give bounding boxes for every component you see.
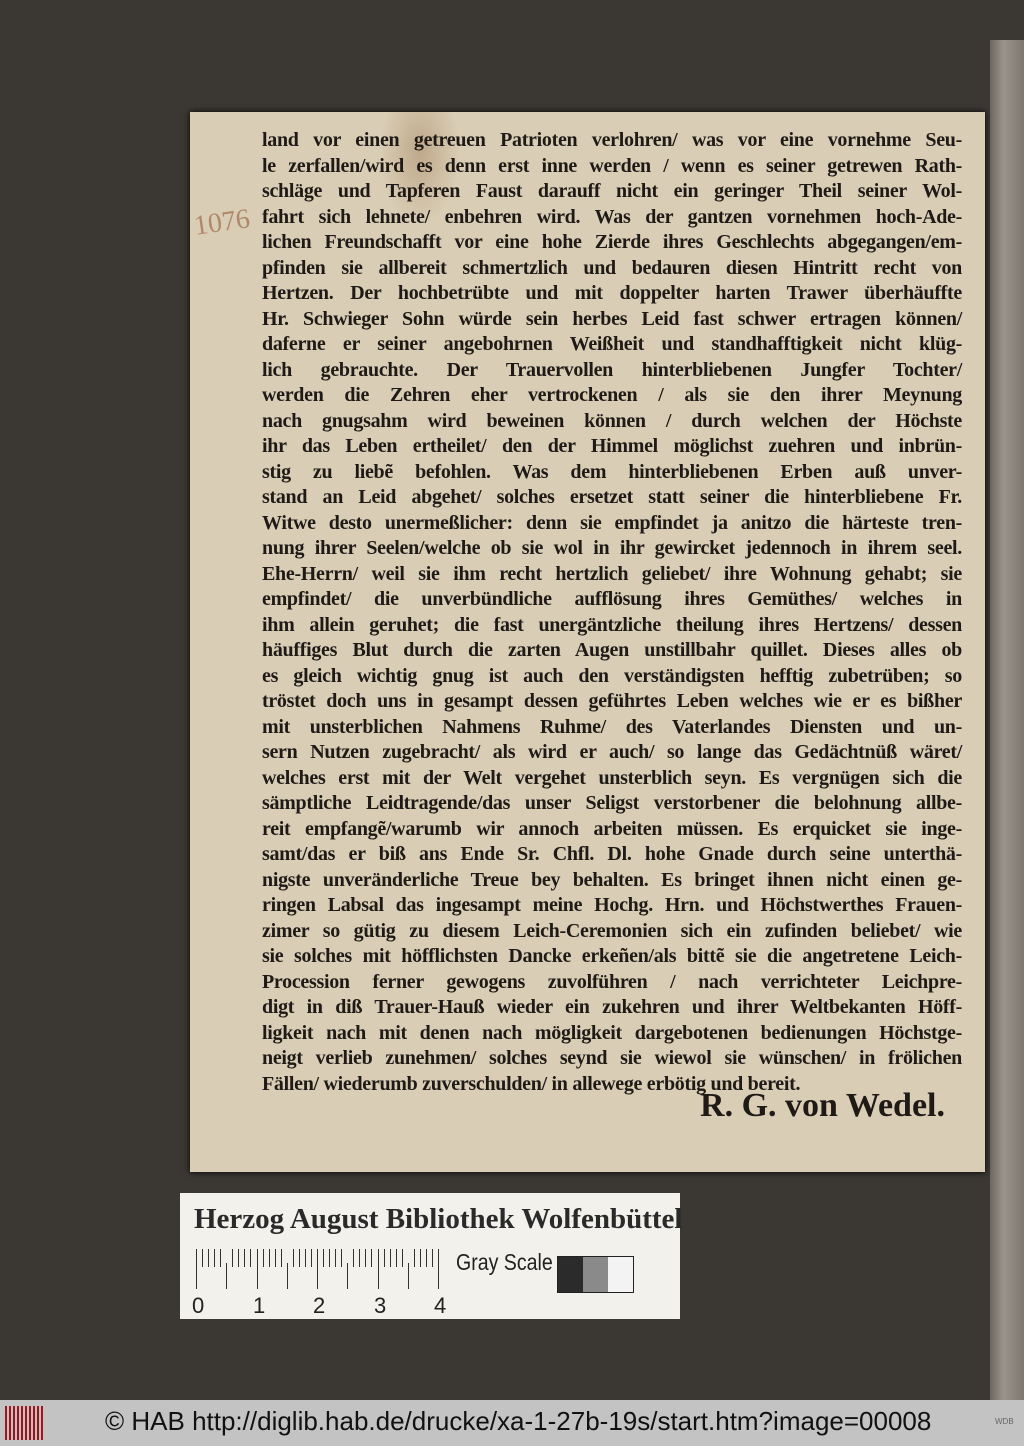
ruler-tick [208, 1249, 209, 1267]
text-line: reit empfangẽ/warumb wir annoch arbeiten müssen. Es erquicket sie inge- [262, 817, 962, 840]
gray-scale-swatches [557, 1256, 634, 1293]
text-line: lichen Freundschafft vor eine hohe Zierde ihres Geschlechts abgegangen/em- [262, 231, 962, 253]
ruler-tick [371, 1249, 372, 1267]
ruler-tick [238, 1249, 239, 1267]
text-line: lich gebrauchte. Der Trauervollen hinterbliebenen Jungfer Tochter/ [262, 358, 962, 381]
ruler-tick [257, 1249, 258, 1289]
text-line: welches erst mit der Welt vergehet unsterblich seyn. Es vergnügen sich die [262, 766, 962, 789]
text-line: tröstet doch uns in gesampt dessen geführtes Leben welches wie er es bißher [262, 690, 962, 712]
text-line: häuffiges Blut durch die zarten Augen unstillbahr quillet. Dieses alles ob [262, 639, 962, 661]
document-page [190, 112, 985, 1172]
text-line: Hertzen. Der hochbetrübte und mit doppelter harten Trawer überhäuffte [262, 282, 962, 304]
ruler-tick [341, 1249, 342, 1267]
text-line: ihr das Leben ertheilet/ den der Himmel möglichst zuehren und inbrün- [262, 435, 962, 457]
ruler-tick [426, 1249, 427, 1267]
signature: R. G. von Wedel. [700, 1087, 945, 1124]
adjacent-page-edge [990, 40, 1024, 1400]
ruler-tick [365, 1249, 366, 1267]
ruler-tick [293, 1249, 294, 1267]
text-line: nach gnugsahm wird beweinen können / durch welchen der Höchste [262, 409, 962, 432]
text-line: digt in diß Trauer-Hauß wieder ein zukehren und ihrer Weltbekanten Höff- [262, 996, 962, 1018]
ruler-tick [323, 1249, 324, 1267]
text-line: Procession ferner gewogens zuvolführen / nach verrichteter Leichpre- [262, 970, 962, 993]
text-line: sämptliche Leidtragende/das unser Seligst verstorbener die belohnung allbe- [262, 792, 962, 814]
ruler-label: 0 [192, 1293, 205, 1318]
text-line: ihm allein geruhet; die fast unergäntzliche theilung ihres Hertzens/ dessen [262, 613, 962, 636]
ruler-tick [414, 1249, 415, 1267]
text-line: le zerfallen/wird es denn erst inne werden / wenn es seiner getrewen Rath- [262, 154, 962, 177]
ruler-tick [299, 1249, 300, 1267]
text-line: sie solches mit höfflichsten Dancke erkeñen/als bittẽ sie die angetretene Leich- [262, 945, 962, 967]
ruler-tick [420, 1249, 421, 1267]
text-line: zimer so gütig zu diesem Leich-Ceremonien sich ein zufinden beliebet/ wie [262, 919, 962, 942]
ruler-tick [396, 1249, 397, 1267]
text-line: Witwe desto unermeßlicher: denn sie empfindet ja anitzo die härteste tren- [262, 511, 962, 534]
ruler-tick [390, 1249, 391, 1267]
text-line: schläge und Tapferen Faust darauff nicht ein geringer Theil seiner Wol- [262, 180, 962, 202]
ruler-tick [353, 1249, 354, 1267]
gray-swatch [608, 1257, 633, 1292]
ruler-tick [432, 1249, 433, 1267]
text-line: land vor einen getreuen Patrioten verlohren/ was vor eine vornehme Seu- [262, 129, 962, 151]
text-line: ringen Labsal das ingesampt meine Hochg. Hrn. und Höchstwerthes Frauen- [262, 894, 962, 916]
ruler-tick [378, 1249, 379, 1289]
ruler-tick [438, 1249, 439, 1289]
text-line: nigste unveränderliche Treue bey behalten. Es bringet ihnen nicht einen ge- [262, 868, 962, 891]
ruler-tick [384, 1249, 385, 1267]
ruler-tick [402, 1249, 403, 1267]
ruler [196, 1249, 441, 1289]
ruler-tick [317, 1249, 318, 1289]
ruler-tick [281, 1249, 282, 1267]
ruler-tick [202, 1249, 203, 1267]
hab-logo-icon [5, 1406, 45, 1440]
ruler-tick [220, 1249, 221, 1267]
ruler-tick [269, 1249, 270, 1267]
ruler-tick [305, 1249, 306, 1267]
document-text [262, 128, 962, 1097]
ruler-tick [250, 1249, 251, 1267]
text-line: mit unsterblichen Nahmens Ruhme/ des Vaterlandes Diensten und un- [262, 715, 962, 738]
text-line: Hr. Schwieger Sohn würde sein herbes Leid fast schwer ertragen können/ [262, 307, 962, 330]
text-line: ligkeit nach mit denen nach mögligkeit dargebotenen bedienungen Höchstge- [262, 1021, 962, 1044]
text-line: daferne er seiner angebohrnen Weißheit und standhafftigkeit nicht klüg- [262, 333, 962, 355]
text-line: fahrt sich lehnete/ enbehren wird. Was der gantzen vornehmen hoch-Ade- [262, 205, 962, 228]
gray-swatch [583, 1257, 608, 1292]
ruler-tick [263, 1249, 264, 1267]
text-line: neigt verlieb zunehmen/ solches seynd sie wiewol sie wünschen/ in frölichen [262, 1047, 962, 1069]
ruler-tick [335, 1249, 336, 1267]
ruler-tick [244, 1249, 245, 1267]
ruler-label: 2 [313, 1293, 326, 1318]
ruler-label: 4 [434, 1293, 447, 1318]
ruler-tick [329, 1249, 330, 1267]
text-line: samt/das er biß ans Ende Sr. Chfl. Dl. hohe Gnade durch seine unterthä- [262, 843, 962, 865]
scale-card [180, 1193, 683, 1319]
margin-note: 1076 [192, 203, 252, 242]
copyright-url[interactable]: © HAB http://diglib.hab.de/drucke/xa-1-27b-19s/start.htm?image=00008 [105, 1406, 932, 1436]
wdb-mark: WDB [995, 1417, 1014, 1426]
text-line: Ehe-Herrn/ weil sie ihm recht hertzlich geliebet/ ihre Wohnung gehabt; sie [262, 562, 962, 585]
ruler-tick [311, 1249, 312, 1267]
ruler-tick [287, 1263, 288, 1289]
ruler-tick [214, 1249, 215, 1267]
ruler-tick [347, 1263, 348, 1289]
text-line: es gleich wichtig gnug ist auch den verständigsten hefftig zubetrüben; so [262, 664, 962, 687]
gray-scale-label: Gray Scale [456, 1249, 553, 1275]
library-title: Herzog August Bibliothek Wolfenbüttel [194, 1203, 683, 1235]
text-line: stand an Leid abgehet/ solches ersetzet statt seiner die hinterbliebene Fr. [262, 486, 962, 508]
gray-swatch [558, 1257, 583, 1292]
text-line: werden die Zehren eher vertrockenen / als sie den ihrer Meynung [262, 384, 962, 406]
ruler-tick [359, 1249, 360, 1267]
ruler-tick [275, 1249, 276, 1267]
ruler-label: 3 [374, 1293, 387, 1318]
footer-bar [0, 1400, 1024, 1446]
ruler-tick [196, 1249, 197, 1289]
ruler-tick [408, 1263, 409, 1289]
ruler-label: 1 [253, 1293, 266, 1318]
text-line: nung ihrer Seelen/welche ob sie wol in ihr gewircket jedennoch in ihrem seel. [262, 537, 962, 559]
text-line: sern Nutzen zugebracht/ als wird er auch/ so lange das Gedächtnüß wäret/ [262, 741, 962, 763]
text-line: pfinden sie allbereit schmertzlich und bedauren diesen Hintritt recht von [262, 256, 962, 279]
text-line: stig zu liebẽ befohlen. Was dem hinterbliebenen Erben auß unver- [262, 460, 962, 483]
text-line: empfindet/ die unverbündliche aufflösung ihres Gemüthes/ welches in [262, 588, 962, 610]
ruler-tick [232, 1249, 233, 1267]
text-line: Fällen/ wiederumb zuverschulden/ in allewege erbötig und bereit. [262, 1072, 801, 1095]
ruler-tick [226, 1263, 227, 1289]
